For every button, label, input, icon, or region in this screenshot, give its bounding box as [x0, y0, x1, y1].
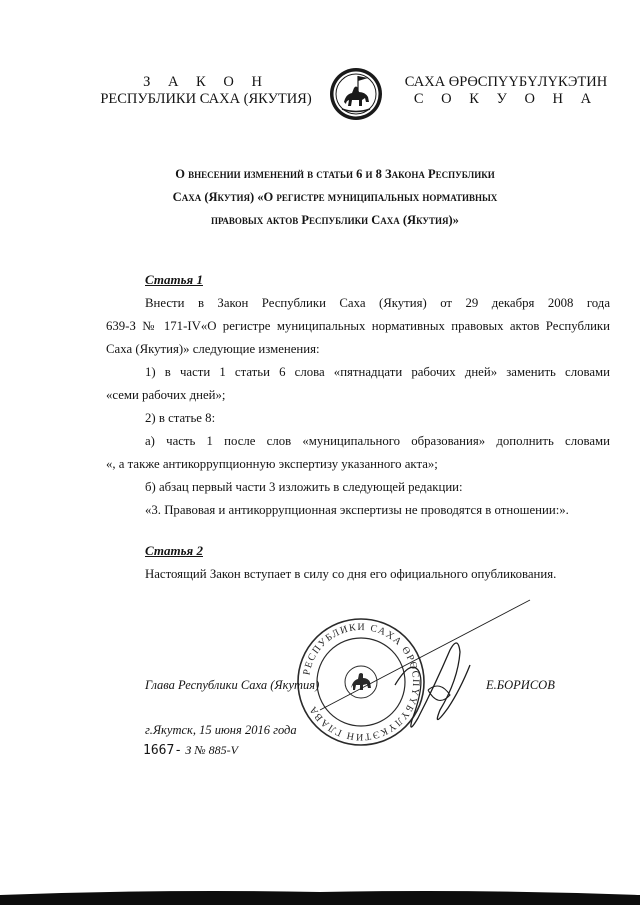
place-and-date: г.Якутск, 15 июня 2016 года — [145, 723, 297, 737]
header-right-line2: С О К У О Н А — [413, 91, 599, 107]
header-law-word: З А К О Н — [143, 74, 269, 90]
article-2-heading: Статья 2 — [145, 543, 203, 558]
article-1-item-2a-line-1: а) часть 1 после слов «муниципального образования» дополнить словами — [145, 434, 610, 448]
header-right — [396, 74, 616, 108]
header-republic-name: РЕСПУБЛИКИ САХА (ЯКУТИЯ) — [100, 91, 312, 107]
handwritten-number: 1667- — [143, 743, 183, 758]
article-1-item-2b: б) абзац первый части 3 изложить в следующей редакции: — [145, 480, 463, 494]
title-line-1: О внесении изменений в статьи 6 и 8 Закона Республики — [175, 167, 495, 181]
article-1-intro-line-2: 639-З № 171-IV«О регистре муниципальных нормативных правовых актов Республики — [106, 319, 610, 333]
title-line-3: правовых актов Республики Саха (Якутия)» — [211, 213, 459, 227]
article-1-intro-line-3: Саха (Якутия)» следующие изменения: — [106, 342, 320, 356]
signature-label: Глава Республики Саха (Якутия) — [145, 678, 320, 692]
article-1-item-2: 2) в статье 8: — [145, 411, 216, 425]
article-1-intro-line-1: Внести в Закон Республики Саха (Якутия) от 29 декабря 2008 года — [145, 296, 610, 310]
scan-edge-artifact — [0, 889, 640, 905]
law-title — [110, 163, 560, 232]
header-right-line1: САХА ӨРӨСПҮҮБҮЛҮКЭТИН — [404, 74, 608, 90]
header-left — [86, 74, 326, 108]
article-2-text: Настоящий Закон вступает в силу со дня его официального опубликования. — [145, 567, 557, 581]
article-1-item-2a-line-2: «, а также антикоррупционную экспертизу указанного акта»; — [106, 457, 438, 471]
svg-text:РЕСПУБЛИКИ САХА ӨРӨСПҮҮБҮЛҮКЭТ: РЕСПУБЛИКИ САХА ӨРӨСПҮҮБҮЛҮКЭТИН ГЛАВА — [301, 621, 422, 743]
title-line-2: Саха (Якутия) «О регистре муниципальных нормативных — [172, 190, 498, 204]
article-1-item-1-line-1: 1) в части 1 статьи 6 слова «пятнадцати рабочих дней» заменить словами — [145, 365, 610, 379]
law-registration-number — [143, 742, 238, 758]
article-1-heading: Статья 1 — [145, 272, 203, 287]
law-number: З № 885-V — [185, 743, 238, 757]
signer-name: Е.БОРИСОВ — [486, 678, 555, 692]
handwritten-signature — [300, 590, 560, 750]
article-1-item-2b-quote: «3. Правовая и антикоррупционная экспертизы не проводятся в отношении:». — [145, 503, 569, 517]
coat-of-arms-icon — [328, 66, 384, 122]
article-1-item-1-line-2: «семи рабочих дней»; — [106, 388, 226, 402]
